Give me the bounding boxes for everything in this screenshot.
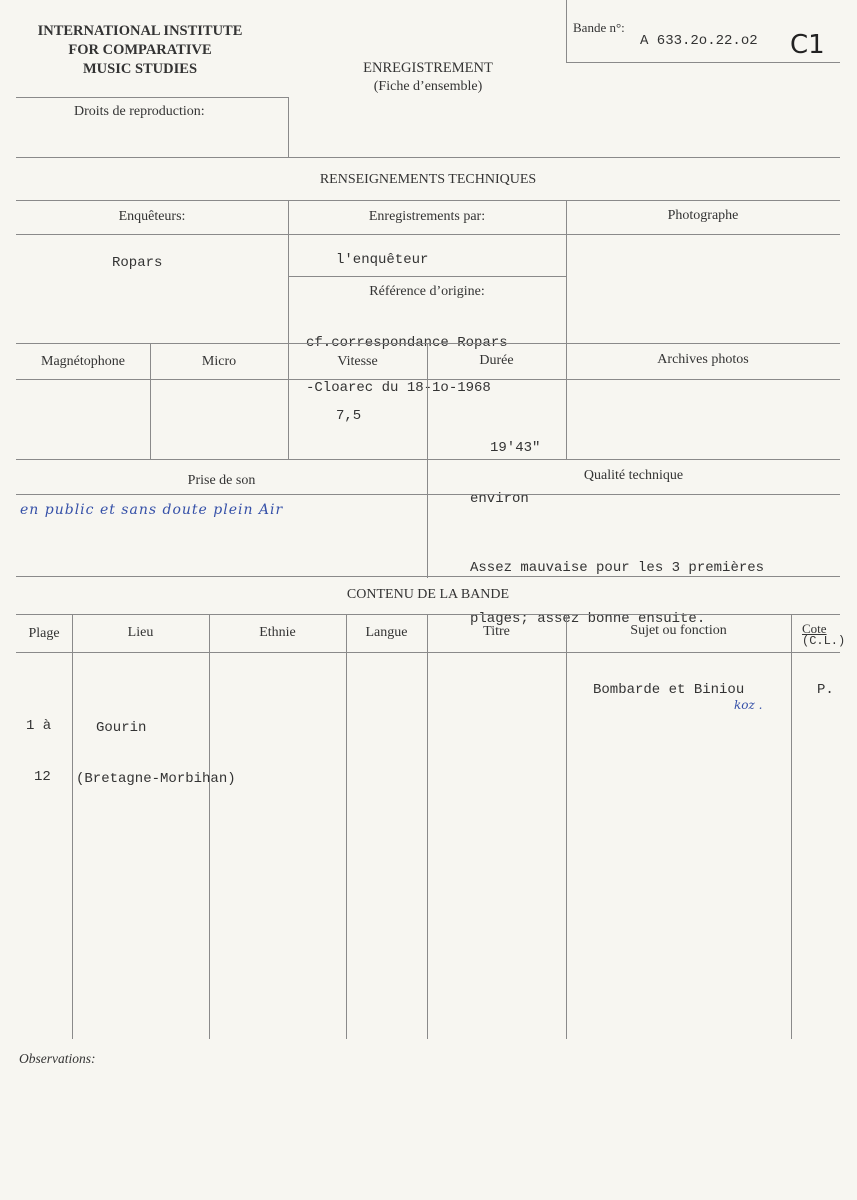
micro-label: Micro [201,354,237,369]
duree-value [470,406,540,525]
col-cote-label: Cote [802,621,827,636]
enqueteurs-label: Enquêteurs: [118,209,186,224]
table-row-plage [26,684,51,803]
col-langue: Langue [365,625,408,640]
reference-label: Référence d’origine: [369,284,485,299]
prise-de-son-value: en public et sans doute plein Air [20,502,284,518]
observations-label: Observations: [19,1051,96,1066]
photographe-label: Photographe [667,208,739,223]
lieu-line: Gourin [96,720,147,736]
prise-de-son-label: Prise de son [187,473,256,488]
qualite-line: Assez mauvaise pour les 3 premières [470,560,765,576]
table-row-sujet-handwritten: koz . [734,698,763,712]
duree-line: environ [470,491,529,507]
reference-line: cf.correspondance Ropars [306,335,508,351]
institute-name [10,22,270,79]
form-subtitle: (Fiche d’ensemble) [373,79,483,94]
col-titre: Titre [483,624,510,639]
archives-photos-label: Archives photos [657,352,749,367]
col-ethnie: Ethnie [259,625,296,640]
lieu-line: (Bretagne-Morbihan) [76,771,236,787]
bande-handwritten: C1 [790,30,825,60]
enqueteurs-value: Ropars [112,255,163,271]
table-row-sujet: Bombarde et Biniou [593,682,745,698]
col-lieu: Lieu [127,625,154,640]
institute-line: MUSIC STUDIES [82,61,198,77]
contents-section-title: CONTENU DE LA BANDE [346,587,510,602]
form-title: ENREGISTREMENT [363,60,493,76]
col-cote-cl: (C.L.) [802,634,846,648]
col-plage: Plage [28,626,60,641]
qualite-technique-label: Qualité technique [583,468,684,483]
rights-label: Droits de reproduction: [74,104,205,119]
technical-section-title: RENSEIGNEMENTS TECHNIQUES [319,172,537,187]
bande-label: Bande n°: [573,20,625,35]
col-cote [802,623,845,647]
plage-line: 1 à [26,718,52,734]
enregistrements-label: Enregistrements par: [368,209,486,224]
magnetophone-label: Magnétophone [41,354,125,369]
vitesse-label: Vitesse [337,354,378,369]
duree-label: Durée [479,353,514,368]
enregistrements-value: l'enquêteur [336,252,429,268]
bande-value: A 633.2o.22.o2 [640,33,758,49]
col-sujet: Sujet ou fonction [630,623,727,638]
vitesse-value: 7,5 [336,408,362,424]
table-row-cote: P. [817,682,834,698]
plage-line: 12 [34,769,51,785]
qualite-line: plages; assez bonne ensuite. [470,611,706,627]
institute-line: FOR COMPARATIVE [68,42,212,58]
reference-line: -Cloarec du 18-1o-1968 [306,380,491,396]
duree-line: 19'43" [490,440,541,456]
table-row-lieu [76,686,236,805]
institute-line: INTERNATIONAL INSTITUTE [37,23,243,39]
